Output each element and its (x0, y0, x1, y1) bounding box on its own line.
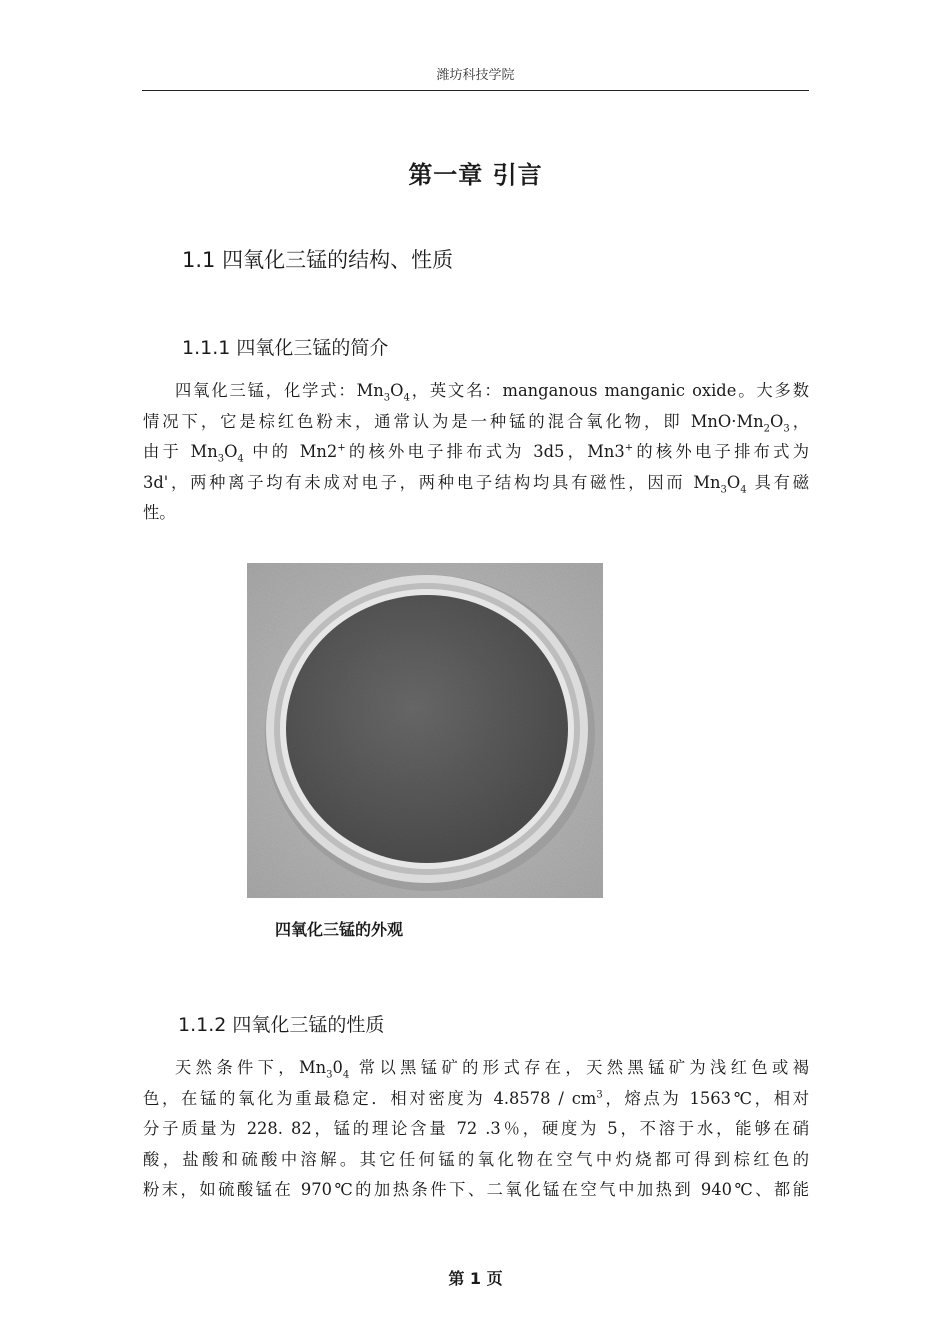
paragraph-line: 3d'，两种离子均有未成对电子，两种电子结构均具有磁性，因而 $Mn_3O_4$ 具有磁 (143, 472, 809, 495)
powder-surface (286, 595, 568, 863)
paragraph-line: 由于 $Mn_3O_4$ 中的 Mn2+的核外电子排布式为 3d5，Mn3+的核外电子排布式为 (143, 442, 809, 465)
paragraph-line: 情况下，它是棕红色粉末，通常认为是一种锰的混合氧化物，即 $MnO\cdot Mn_2O_3$， (143, 411, 809, 434)
section-heading-1-1: 1.1 四氧化三锰的结构、性质 (182, 248, 454, 272)
section-heading-1-1-1: 1.1.1 四氧化三锰的简介 (182, 337, 389, 359)
chapter-title: 第一章 引言 (408, 161, 543, 189)
paragraph-line: 分子质量为 228. 82，锰的理论含量 72 .3％，硬度为 5，不溶于水，能够在硝 (143, 1119, 809, 1138)
figure-caption: 四氧化三锰的外观 (275, 920, 404, 939)
page-number: 第 1 页 (448, 1269, 503, 1288)
paragraph-line: 酸，盐酸和硫酸中溶解。其它任何锰的氧化物在空气中灼烧都可得到棕红色的 (143, 1149, 809, 1169)
paragraph-line: 性。 (143, 503, 176, 522)
properties-paragraph (143, 1053, 809, 1206)
paragraph-line: 粉末，如硫酸锰在 970℃的加热条件下、二氧化锰在空气中加热到 940℃、都能 (143, 1180, 809, 1199)
paragraph-line: 四氧化三锰，化学式：$Mn_3O_4$，英文名：manganous manganic oxide。大多数 (175, 381, 809, 404)
mn3o4-powder-photo (247, 563, 603, 898)
header-rule (142, 90, 809, 91)
paragraph-line: 天然条件下，$Mn_30_4$ 常以黑锰矿的形式存在，天然黑锰矿为浅红色或褐 (175, 1058, 809, 1081)
powder-dish-image (247, 563, 603, 898)
intro-paragraph (143, 376, 809, 529)
section-heading-1-1-2: 1.1.2 四氧化三锰的性质 (178, 1014, 385, 1036)
paragraph-line: 色，在锰的氧化为重最稳定．相对密度为 $4.8578 / cm^3$，熔点为 1563℃，相对 (143, 1088, 810, 1108)
page-header: 潍坊科技学院 (436, 68, 515, 83)
